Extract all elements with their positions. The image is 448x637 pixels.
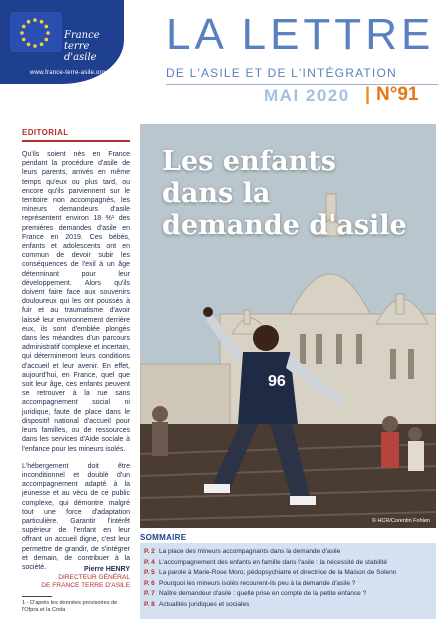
sommaire-label: L'accompagnement des enfants en famille dans l'asile : la nécessité de stabilité bbox=[159, 558, 387, 566]
sommaire-page: P. 5 bbox=[144, 569, 155, 577]
signature-name: Pierre HENRY bbox=[83, 566, 130, 573]
sommaire-page: P. 8 bbox=[144, 600, 155, 608]
footnote-rule bbox=[22, 596, 52, 597]
editorial-paragraph: L'hébergement doit être inconditionnel et doublé d'un accompagnement adapté à la jeunesse et au vécu de ce public complexe, qui démontre malgré tout une force d'adaptation particulière. Garantir l'intérêt supérieur de l'enfant en leur offrant un accueil digne, c'est leur permettre de grandir, de s'intégrer et demain, de contribuer à la société. bbox=[22, 462, 130, 571]
logo-name: France terre d'asile bbox=[64, 30, 100, 63]
sommaire-page: P. 6 bbox=[144, 579, 155, 587]
jersey-number: 96 bbox=[268, 373, 286, 390]
signature-role: DIRECTEUR GÉNÉRAL bbox=[58, 574, 130, 581]
sommaire-page: P. 7 bbox=[144, 590, 155, 598]
sommaire-item[interactable] bbox=[144, 579, 434, 590]
sommaire-page: P. 2 bbox=[144, 548, 155, 555]
footnote: 1 - D'après les données provisoires de l'Ofpra et la Cnda bbox=[22, 600, 118, 613]
sommaire-label: Pourquoi les mineurs isolés recourent-ils peu à la demande d'asile ? bbox=[159, 579, 356, 587]
newsletter-title: LA LETTRE bbox=[166, 10, 435, 59]
cover-headline: Les enfants dans la demande d'asile bbox=[162, 146, 407, 241]
newsletter-subtitle: DE L'ASILE ET DE L'INTÉGRATION bbox=[166, 66, 397, 80]
cover-photo bbox=[140, 124, 436, 528]
sommaire-label: La place des mineurs accompagnants dans la demande d'asile bbox=[159, 548, 341, 555]
france-terre-asile-logo[interactable] bbox=[0, 0, 124, 84]
issue-separator: | bbox=[365, 84, 371, 104]
photo-credit: © HCR/Corentin Fohlen bbox=[371, 518, 430, 524]
stars-circle-icon bbox=[18, 16, 52, 50]
sommaire-label: Naître demandeur d'asile : quelle prise en compte de la petite enfance ? bbox=[159, 590, 367, 598]
logo-url: www.france-terre-asile.org bbox=[30, 70, 106, 76]
sommaire-item[interactable] bbox=[144, 558, 434, 569]
editorial-paragraph: Qu'ils soient nés en France pendant la procédure d'asile de leurs parents, arrivés en même temps qu'eux ou plus tard, ou encore qu'ils parviennent sur le territoire non accompagnés, les mineurs demandeurs d'asile représentent environ 18 %¹ des premières demandes d'asile en France en 2019. Ces bébés, enfants et adolescents ont en commun de devoir subir les conséquences de l'exil à un âge déterminant pour leur développement. Alors qu'ils doivent faire face aux souvenirs douloureux qui les ont poussés à fuir et au traumatisme d'avoir laissé leur environnement derrière eux, ils sont d'emblée plongés dans les méandres d'un parcours administratif complexe et incertain, qui détermineront leurs conditions d'accueil et leur avenir. En effet, aujourd'hui, en France, quel que soit leur âge, ces enfants peuvent se retrouver à la rue sans accompagnement social ni juridique, faute de place dans le dispositif national d'accueil pour leurs familles, ou de ressources dans les services d'Aide sociale à l'enfance pour les mineurs isolés. bbox=[22, 151, 130, 453]
sommaire-item[interactable] bbox=[144, 600, 434, 611]
sommaire-item[interactable] bbox=[144, 547, 434, 558]
issue-date: MAI 2020 bbox=[264, 86, 350, 105]
editorial-heading: EDITORIAL bbox=[22, 128, 69, 137]
sommaire-item[interactable] bbox=[144, 568, 434, 579]
sommaire-heading: SOMMAIRE bbox=[140, 533, 187, 542]
sommaire-page: P. 4 bbox=[144, 558, 155, 566]
sommaire-list bbox=[144, 547, 434, 611]
editorial-text bbox=[22, 150, 130, 580]
issue-number: N°91 bbox=[376, 84, 419, 105]
signature-organisation: DE FRANCE TERRE D'ASILE bbox=[41, 582, 130, 589]
sommaire-item[interactable] bbox=[144, 589, 434, 600]
sommaire-label: Actualités juridiques et sociales bbox=[159, 600, 250, 608]
editorial-signature bbox=[22, 566, 130, 590]
sommaire-label: La parole à Marie-Rose Moro, pédopsychiatre et directrice de la Maison de Solenn bbox=[159, 569, 397, 577]
editorial-rule bbox=[22, 140, 130, 142]
